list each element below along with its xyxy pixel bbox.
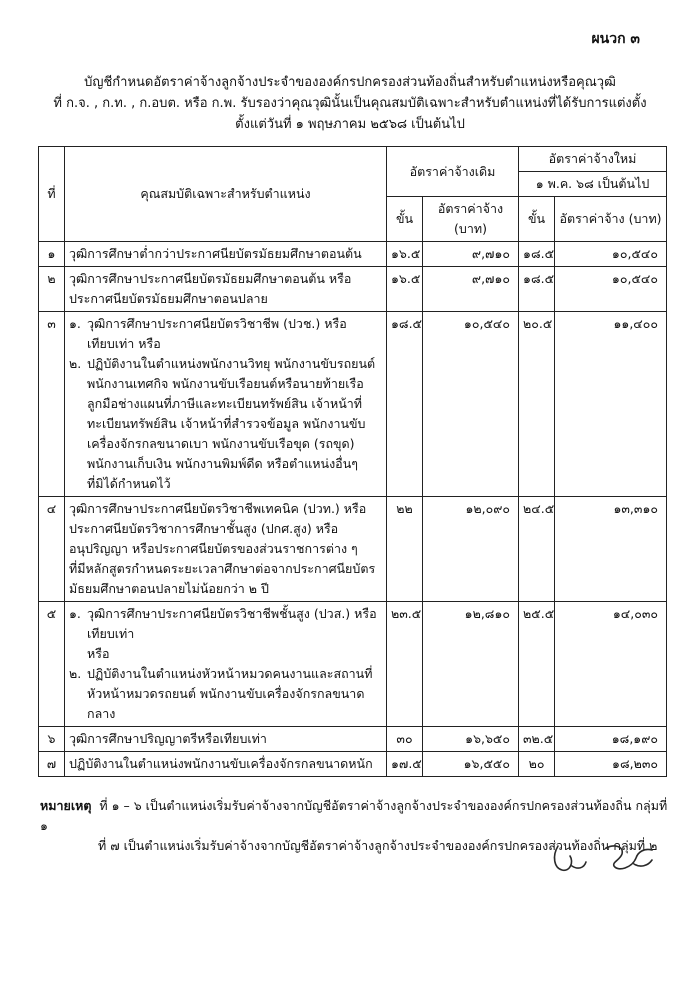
qualification-line: วุฒิการศึกษาประกาศนียบัตรวิชาชีพเทคนิค (ปวท.) หรือ [69,501,367,516]
qualification-line: วุฒิการศึกษาต่ำกว่าประกาศนียบัตรมัธยมศึกษาตอนต้น [69,246,362,261]
old-rate-cell: ๑๐,๕๔๐ [423,312,519,497]
qualification-line: วุฒิการศึกษาประกาศนียบัตรวิชาชีพ (ปวช.) หรือ [87,316,347,331]
qualification-item [69,354,382,494]
qualification-line: ทะเบียนทรัพย์สิน เจ้าหน้าที่สำรวจข้อมูล พนักงานขับ [87,416,366,431]
row-qualification [65,312,387,497]
table-row [39,752,667,777]
old-rate-cell: ๑๖,๖๕๐ [423,727,519,752]
qualification-line: ปฏิบัติงานในตำแหน่งพนักงานวิทยุ พนักงานขับรถยนต์ [87,356,376,371]
table-row [39,312,667,497]
footnote-label: หมายเหตุ [40,798,92,813]
qualification-line: ประกาศนียบัตรมัธยมศึกษาตอนปลาย [69,291,268,306]
new-step-cell: ๒๐ [519,752,555,777]
qualification-line: ที่มีหลักสูตรกำหนดระยะเวลาศึกษาต่อจากประกาศนียบัตร [69,561,376,576]
item-number: ๒. [69,666,82,681]
row-number: ๗ [39,752,65,777]
new-rate-cell: ๑๘,๑๙๐ [555,727,667,752]
row-number: ๒ [39,267,65,312]
qualification-line: ประกาศนียบัตรวิชาการศึกษาชั้นสูง (ปกศ.สูง) หรือ [69,521,339,536]
header-new-rate-baht: อัตราค่าจ้าง (บาท) [555,197,667,242]
new-step-cell: ๑๘.๕ [519,242,555,267]
item-number: ๑. [69,606,81,621]
header-old-rate: อัตราค่าจ้างเดิม [387,147,519,197]
footnote-line-2: ที่ ๗ เป็นตำแหน่งเริ่มรับค่าจ้างจากบัญชีอัตราค่าจ้างลูกจ้างประจำขององค์กรปกครองส่วนท้องถิ่น กลุ่มที่ ๒ [98,838,658,853]
qualification-line: ที่มิได้กำหนดไว้ [87,476,171,491]
row-qualification [65,242,387,267]
row-qualification [65,752,387,777]
table-row [39,242,667,267]
header-new-rate: อัตราค่าจ้างใหม่ [519,147,667,172]
qualification-line: เครื่องจักรกลขนาดเบา พนักงานขับเรือขุด (รถขุด) [87,436,355,451]
header-old-step: ขั้น [387,197,423,242]
old-step-cell: ๒๒ [387,497,423,602]
footnote-line-1: ที่ ๑ – ๖ เป็นตำแหน่งเริ่มรับค่าจ้างจากบัญชีอัตราค่าจ้างลูกจ้างประจำขององค์กรปกครองส่วนท้องถิ่น กลุ่มที่ ๑ [40,798,668,833]
qualification-line: วุฒิการศึกษาปริญญาตรีหรือเทียบเท่า [69,731,267,746]
old-step-cell: ๑๗.๕ [387,752,423,777]
table-row [39,497,667,602]
row-number: ๑ [39,242,65,267]
row-qualification [65,267,387,312]
new-step-cell: ๒๕.๕ [519,602,555,727]
old-rate-cell: ๑๒,๐๙๐ [423,497,519,602]
signature-initials [548,838,658,878]
header-new-step: ขั้น [519,197,555,242]
qualification-line: วุฒิการศึกษาประกาศนียบัตรมัธยมศึกษาตอนต้น หรือ [69,271,352,286]
qualification-line: ปฏิบัติงานในตำแหน่งหัวหน้าหมวดคนงานและสถานที่ [87,666,373,681]
rate-table [38,146,667,777]
row-qualification [65,497,387,602]
new-rate-cell: ๑๓,๓๑๐ [555,497,667,602]
new-step-cell: ๒๔.๕ [519,497,555,602]
qualification-line: ลูกมือช่างแผนที่ภาษีและทะเบียนทรัพย์สิน เจ้าหน้าที่ [87,396,363,411]
qualification-item [69,604,382,664]
qualification-item [69,314,382,354]
old-step-cell: ๑๖.๕ [387,242,423,267]
row-number: ๕ [39,602,65,727]
item-number: ๒. [69,356,82,371]
new-step-cell: ๓๒.๕ [519,727,555,752]
title-line-3: ตั้งแต่วันที่ ๑ พฤษภาคม ๒๕๖๘ เป็นต้นไป [235,117,465,132]
new-rate-cell: ๑๔,๐๓๐ [555,602,667,727]
new-step-cell: ๒๐.๕ [519,312,555,497]
old-step-cell: ๑๘.๕ [387,312,423,497]
qualification-line: มัธยมศึกษาตอนปลายไม่น้อยกว่า ๒ ปี [69,581,269,596]
table-row [39,727,667,752]
row-number: ๔ [39,497,65,602]
title-line-2: ที่ ก.จ. , ก.ท. , ก.อบต. หรือ ก.พ. รับรองว่าคุณวุฒินั้นเป็นคุณสมบัติเฉพาะสำหรับตำแหน่งที่ได้รับการแต่งตั้ง [53,96,647,111]
old-rate-cell: ๙,๗๑๐ [423,242,519,267]
old-rate-cell: ๙,๗๑๐ [423,267,519,312]
new-rate-cell: ๑๘,๒๓๐ [555,752,667,777]
qualification-item [69,664,382,724]
document-title [40,72,660,135]
row-qualification [65,727,387,752]
qualification-line: หัวหน้าหมวดรถยนต์ พนักงานขับเครื่องจักรกลขนาดกลาง [87,686,365,721]
title-line-1: บัญชีกำหนดอัตราค่าจ้างลูกจ้างประจำขององค์กรปกครองส่วนท้องถิ่นสำหรับตำแหน่งหรือคุณวุฒิ [84,75,616,90]
qualification-line: พนักงานเทศกิจ พนักงานขับเรือยนต์หรือนายท้ายเรือ [87,376,364,391]
qualification-line: วุฒิการศึกษาประกาศนียบัตรวิชาชีพชั้นสูง (ปวส.) หรือเทียบเท่า [87,606,377,641]
old-rate-cell: ๑๖,๕๕๐ [423,752,519,777]
row-number: ๓ [39,312,65,497]
header-no: ที่ [39,147,65,242]
new-step-cell: ๑๘.๕ [519,267,555,312]
row-number: ๖ [39,727,65,752]
row-qualification [65,602,387,727]
header-qualification: คุณสมบัติเฉพาะสำหรับตำแหน่ง [65,147,387,242]
qualification-line: ปฏิบัติงานในตำแหน่งพนักงานขับเครื่องจักรกลขนาดหนัก [69,756,373,771]
qualification-line: อนุปริญญา หรือประกาศนียบัตรของส่วนราชการต่าง ๆ [69,541,358,556]
new-rate-cell: ๑๑,๔๐๐ [555,312,667,497]
annex-label: ผนวก ๓ [591,31,640,47]
table-row [39,602,667,727]
item-number: ๑. [69,316,81,331]
qualification-line: เทียบเท่า หรือ [87,336,161,351]
header-old-rate-baht: อัตราค่าจ้าง (บาท) [423,197,519,242]
new-rate-cell: ๑๐,๕๔๐ [555,267,667,312]
header-new-rate-date: ๑ พ.ค. ๖๘ เป็นต้นไป [519,172,667,197]
old-step-cell: ๑๖.๕ [387,267,423,312]
qualification-line: พนักงานเก็บเงิน พนักงานพิมพ์ดีด หรือตำแหน่งอื่นๆ [87,456,358,471]
qualification-line: หรือ [87,646,110,661]
old-step-cell: ๓๐ [387,727,423,752]
table-row [39,267,667,312]
old-rate-cell: ๑๒,๘๑๐ [423,602,519,727]
new-rate-cell: ๑๐,๕๔๐ [555,242,667,267]
old-step-cell: ๒๓.๕ [387,602,423,727]
